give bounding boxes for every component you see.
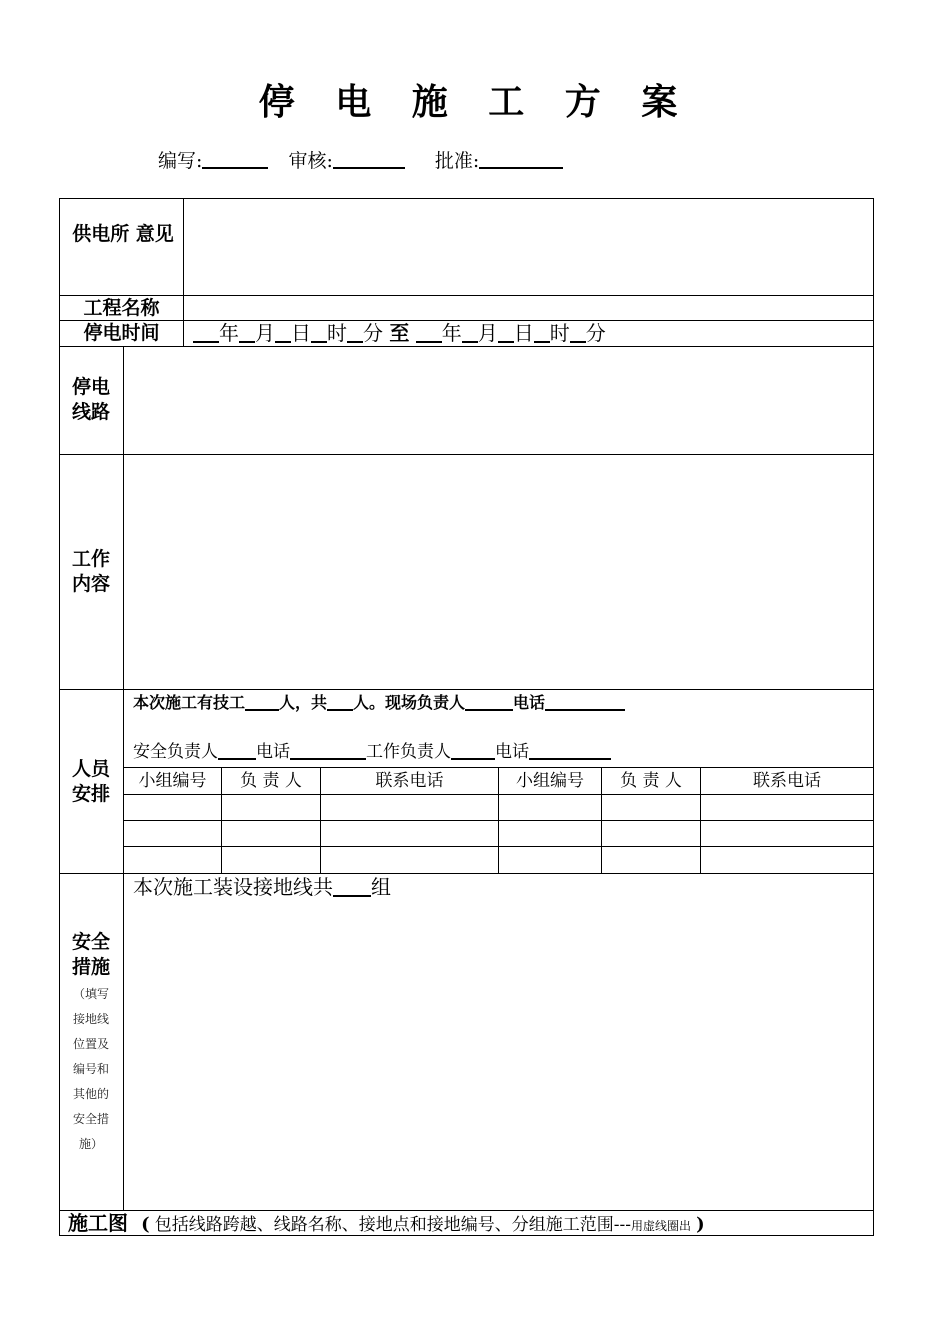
work-content-label: 工作内容 — [71, 548, 110, 595]
signature-row — [158, 146, 577, 173]
safety-measures-field[interactable] — [124, 902, 873, 1210]
minute-unit: 分 — [363, 321, 383, 345]
project-name-field[interactable] — [184, 296, 873, 320]
staff-label: 人员安排 — [71, 758, 110, 805]
safety-note-line: 其他的 — [72, 1087, 109, 1101]
group-phone-header: 联系电话 — [375, 771, 444, 791]
tech-prefix: 本次施工有技工 — [133, 693, 246, 712]
project-name-label: 工程名称 — [83, 297, 160, 319]
month-unit: 月 — [477, 321, 498, 345]
work-owner-label: 工作负责人 — [366, 742, 451, 762]
safety-note — [62, 982, 120, 1157]
reviewer-label: 审核: — [288, 150, 333, 172]
year-unit: 年 — [219, 321, 239, 345]
group-phone-header: 联系电话 — [753, 771, 821, 791]
year-unit: 年 — [441, 321, 462, 345]
safety-owner-label: 安全负责人 — [133, 742, 218, 762]
outage-time-label: 停电时间 — [83, 322, 160, 344]
ground-unit: 组 — [371, 875, 391, 899]
day-unit: 日 — [291, 321, 311, 345]
safety-label-block — [62, 930, 120, 1157]
day-unit: 日 — [513, 321, 534, 345]
to-label: 至 — [389, 321, 410, 345]
diagram-note-small: 用虚线圈出 — [630, 1219, 691, 1233]
supply-opinion-label: 供电所 意见 — [72, 223, 174, 245]
safety-label: 安全措施 — [71, 931, 110, 978]
writer-field[interactable] — [158, 146, 268, 173]
safety-note-line: （填写 — [72, 987, 109, 1001]
group-owner-header: 负 责 人 — [240, 771, 302, 791]
supply-opinion-field[interactable] — [184, 199, 873, 295]
minute-unit: 分 — [585, 321, 606, 345]
work-content-field[interactable] — [124, 455, 873, 689]
table-row[interactable] — [124, 795, 873, 820]
hour-unit: 时 — [549, 321, 570, 345]
safety-note-line: 编号和 — [72, 1062, 109, 1076]
month-unit: 月 — [255, 321, 275, 345]
outage-line-label: 停电线路 — [71, 376, 110, 423]
ground-prefix: 本次施工装设接地线共 — [133, 875, 333, 899]
group-number-header: 小组编号 — [516, 771, 584, 791]
outage-time-field[interactable] — [193, 321, 606, 346]
phone-label: 电话 — [513, 693, 546, 712]
group-number-header: 小组编号 — [138, 771, 207, 791]
reviewer-field[interactable] — [288, 146, 404, 173]
phone-label: 电话 — [256, 742, 290, 762]
staff-owner-line[interactable] — [133, 740, 611, 764]
safety-note-line: 位置及 — [72, 1037, 109, 1051]
phone-label: 电话 — [495, 742, 529, 762]
diagram-label: 施工图 — [68, 1211, 128, 1235]
table-row[interactable] — [124, 847, 873, 873]
staff-count-line[interactable] — [133, 691, 625, 715]
safety-note-line: 接地线 — [72, 1012, 109, 1026]
approver-field[interactable] — [435, 146, 563, 173]
diagram-row: 施工图 ( 包括线路跨越、线路名称、接地点和接地编号、分组施工范围---用虚线圈出 ) — [68, 1211, 705, 1235]
approver-label: 批准: — [434, 150, 480, 172]
safety-note-line: 安全措 — [72, 1112, 109, 1126]
total-unit: 人。现场负责人 — [353, 693, 466, 712]
tech-unit: 人，共 — [279, 693, 328, 712]
diagram-note: 包括线路跨越、线路名称、接地点和接地编号、分组施工范围--- — [154, 1215, 631, 1235]
safety-note-line: 施） — [78, 1137, 103, 1151]
writer-label: 编写: — [158, 150, 203, 172]
ground-wire-line[interactable] — [133, 874, 391, 900]
outage-line-field[interactable] — [124, 347, 873, 454]
group-owner-header: 负 责 人 — [620, 771, 682, 791]
table-row[interactable] — [124, 821, 873, 846]
hour-unit: 时 — [327, 321, 347, 345]
page-title: 停 电 施 工 方 案 — [258, 82, 692, 123]
